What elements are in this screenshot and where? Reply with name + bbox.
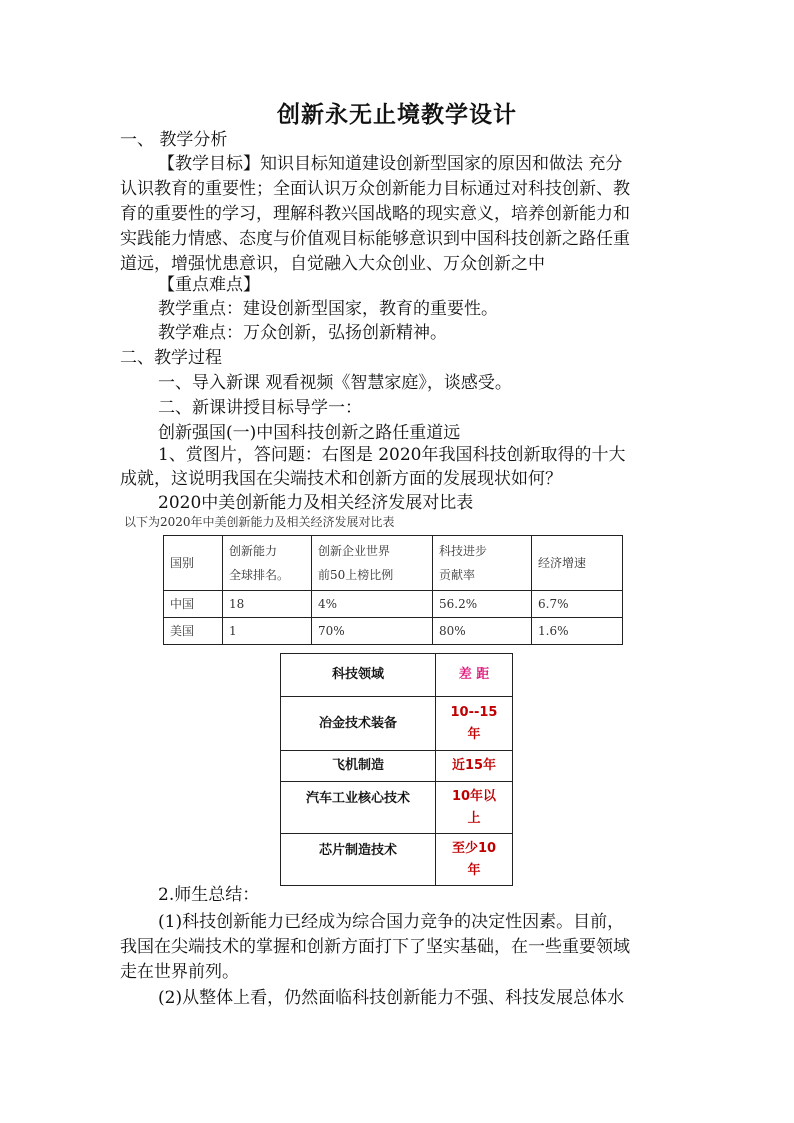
section1-heading: 一、 教学分析 <box>120 130 228 150</box>
gap-table <box>280 653 513 886</box>
table-header-cell: 创新企业世界 前50上榜比例 <box>312 536 433 591</box>
gap-table-cell: 飞机制造 <box>281 751 436 782</box>
gap-table-row <box>281 834 513 886</box>
key-heading: 【重点难点】 <box>158 275 260 295</box>
summary-p1-line-2: 我国在尖端技术的掌握和创新方面打下了坚实基础，在一些重要领域 <box>120 937 630 957</box>
table-cell: 18 <box>223 591 312 618</box>
table-header-cell: 经济增速 <box>532 536 623 591</box>
table-header-cell: 国别 <box>164 536 223 591</box>
gap-table-cell: 汽车工业核心技术 <box>281 782 436 834</box>
question-line-2: 成就，这说明我国在尖端技术和创新方面的发展现状如何？ <box>120 469 562 489</box>
table-header-cell: 创新能力 全球排名。 <box>223 536 312 591</box>
document-title: 创新永无止境教学设计 <box>277 101 517 128</box>
gap-table-row <box>281 782 513 834</box>
gap-table-cell: 至少10 年 <box>436 834 513 886</box>
table-cell: 70% <box>312 618 433 645</box>
gap-table-cell: 10年以 上 <box>436 782 513 834</box>
table-cell: 4% <box>312 591 433 618</box>
table-cell: 80% <box>433 618 532 645</box>
question-line-1: 1、赏图片，答问题：右图是 2020年我国科技创新取得的十大 <box>158 445 626 465</box>
gap-table-header-row <box>281 654 513 697</box>
summary-p1-line-3: 走在世界前列。 <box>120 962 239 982</box>
subtitle-line: 创新强国(一)中国科技创新之路任重道远 <box>158 423 461 443</box>
gap-table-cell: 近15年 <box>436 751 513 782</box>
comparison-table <box>163 535 623 645</box>
goal-line-3: 育的重要性的学习，理解科教兴国战略的现实意义，培养创新能力和 <box>120 204 630 224</box>
gap-table-header-cell: 科技领域 <box>281 654 436 697</box>
table-row <box>164 618 623 645</box>
goal-line-2: 认识教育的重要性；全面认识万众创新能力目标通过对科技创新、教 <box>120 179 630 199</box>
summary-heading: 2.师生总结： <box>158 885 260 905</box>
summary-p1-line-1: (1)科技创新能力已经成为综合国力竞争的决定性因素。目前， <box>158 912 625 932</box>
new-lesson-line: 二、新课讲授目标导学一： <box>158 398 362 418</box>
summary-p2-line-1: (2)从整体上看，仍然面临科技创新能力不强、科技发展总体水 <box>158 988 625 1008</box>
table-cell: 6.7% <box>532 591 623 618</box>
table-cell: 56.2% <box>433 591 532 618</box>
table-cell: 中国 <box>164 591 223 618</box>
table-header-row <box>164 536 623 591</box>
table-row <box>164 591 623 618</box>
gap-table-cell: 冶金技术装备 <box>281 697 436 751</box>
table-cell: 美国 <box>164 618 223 645</box>
difficult-point: 教学难点：万众创新，弘扬创新精神。 <box>158 323 447 343</box>
gap-table-cell: 芯片制造技术 <box>281 834 436 886</box>
intro-line: 一、导入新课 观看视频《智慧家庭》，谈感受。 <box>158 373 512 393</box>
table-cell: 1.6% <box>532 618 623 645</box>
table-title: 2020中美创新能力及相关经济发展对比表 <box>158 493 474 513</box>
table-caption: 以下为2020年中美创新能力及相关经济发展对比表 <box>124 515 395 529</box>
gap-table-row <box>281 751 513 782</box>
table-header-cell: 科技进步 贡献率 <box>433 536 532 591</box>
section2-heading: 二、教学过程 <box>120 348 222 368</box>
table-cell: 1 <box>223 618 312 645</box>
goal-line-4: 实践能力情感、态度与价值观目标能够意识到中国科技创新之路任重 <box>120 229 630 249</box>
goal-line-5: 道远，增强忧患意识，自觉融入大众创业、万众创新之中 <box>120 254 545 274</box>
gap-table-header-cell: 差 距 <box>436 654 513 697</box>
key-point: 教学重点：建设创新型国家，教育的重要性。 <box>158 299 498 319</box>
gap-table-cell: 10--15 年 <box>436 697 513 751</box>
goal-line-1: 【教学目标】知识目标知道建设创新型国家的原因和做法 充分 <box>158 154 623 174</box>
gap-table-row <box>281 697 513 751</box>
